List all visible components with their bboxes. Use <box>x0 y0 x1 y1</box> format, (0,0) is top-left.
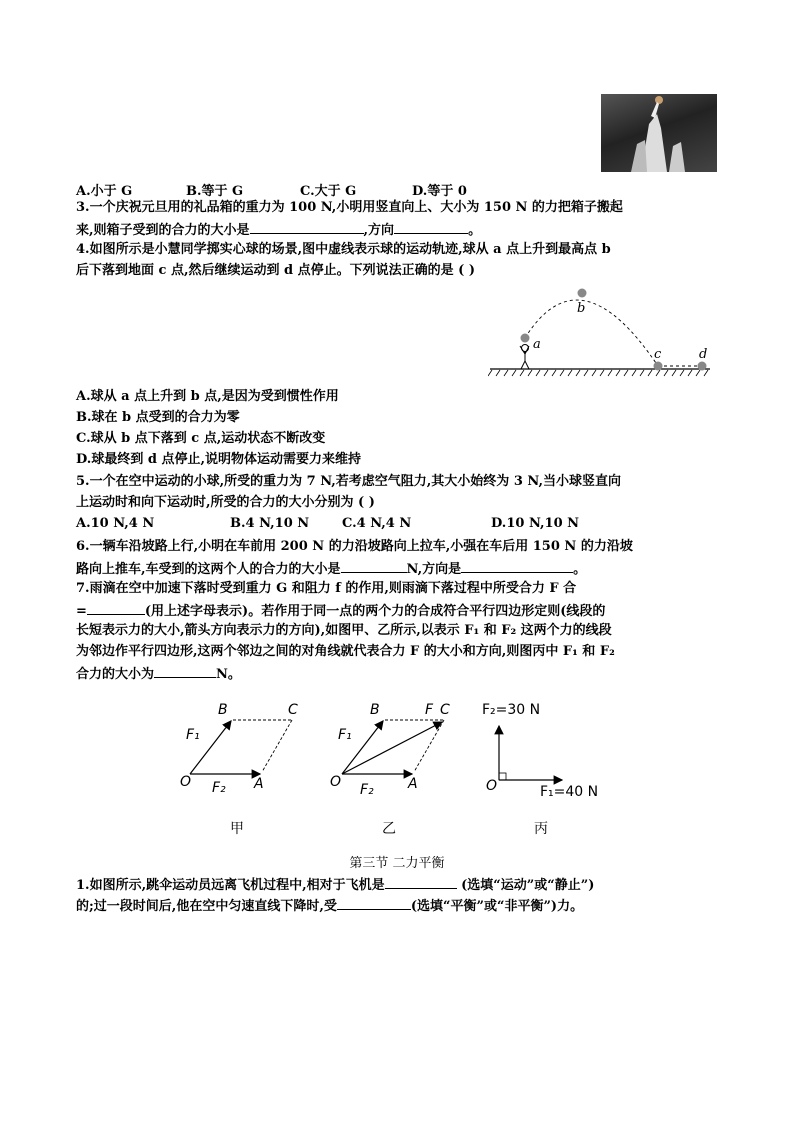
q7-blank-resultant[interactable] <box>154 663 216 678</box>
q5-option-a: A.10 N,4 N <box>76 516 155 531</box>
yi-resultant-arrow <box>342 722 442 774</box>
q3-text-b: ,方向 <box>363 223 395 238</box>
s3-q1-blank-balance[interactable] <box>337 895 411 910</box>
q6-blank-direction[interactable] <box>461 558 573 573</box>
yi-label-F: F <box>425 702 434 718</box>
section-title: 第三节 二力平衡 <box>349 856 445 871</box>
q7-text-b: (用上述字母表示)。若作用于同一点的两个力的合成符合平行四边形定则(线段的 <box>144 604 606 619</box>
q5-line2: 上运动时和向下运动时,所受的合力的大小分别为 ( ) <box>76 495 375 510</box>
bing-right-angle <box>499 773 506 780</box>
s3-q1-blank-motion[interactable] <box>385 874 457 889</box>
q7-line1: 7.雨滴在空中加速下落时受到重力 G 和阻力 f 的作用,则雨滴下落过程中所受合力 F 合 <box>76 581 577 596</box>
q2-option-d: D.等于 0 <box>412 184 467 199</box>
yi-caption: 乙 <box>382 821 396 837</box>
q6-text-b: N,方向是 <box>406 562 462 577</box>
ball-c <box>654 362 663 371</box>
q3-text-c: 。 <box>468 223 482 238</box>
yi-label-B: B <box>370 702 380 718</box>
jia-dashed-side <box>262 720 292 772</box>
q7-text-5b: N。 <box>216 667 241 682</box>
q6-blank-magnitude[interactable] <box>341 558 407 573</box>
q7-text-5a: 合力的大小为 <box>76 667 155 682</box>
bing-label-F2: F₂=30 N <box>482 702 541 718</box>
ball-b <box>578 289 587 298</box>
label-d: d <box>699 347 708 362</box>
s3-q1-text-d: (选填“平衡”或“非平衡”)力。 <box>410 899 584 914</box>
q5-option-d: D.10 N,10 N <box>491 516 580 531</box>
yi-label-F1: F₁ <box>338 727 352 743</box>
trajectory-curve <box>525 300 658 366</box>
yi-label-C: C <box>440 702 450 718</box>
s3-q1-text-a: 1.如图所示,跳伞运动员远离飞机过程中,相对于飞机是 <box>76 878 385 893</box>
yi-label-O: O <box>330 774 342 790</box>
s3-q1-line2 <box>76 895 583 917</box>
figure-jia <box>176 700 306 810</box>
jia-label-F1: F₁ <box>186 727 200 743</box>
q7-blank-formula[interactable] <box>87 600 145 615</box>
bing-caption: 丙 <box>534 821 548 837</box>
q7-line3: 长短表示力的大小,箭头方向表示力的方向),如图甲、乙所示,以表示 F₁ 和 F₂ 这两个力的线段 <box>76 623 612 638</box>
label-c: c <box>654 347 662 362</box>
jia-label-A: A <box>254 776 264 792</box>
s3-q1-text-b: (选填“运动”或“静止”) <box>456 878 595 893</box>
q3-line2 <box>76 219 481 241</box>
q3-blank-magnitude[interactable] <box>250 219 364 234</box>
jia-label-F2: F₂ <box>212 780 226 796</box>
q7-line5 <box>76 663 241 685</box>
q6-text-c: 。 <box>573 562 587 577</box>
q2-option-a: A.小于 G <box>76 184 133 199</box>
yi-label-F2: F₂ <box>360 782 374 798</box>
q6-line2 <box>76 558 586 580</box>
ball-a <box>521 334 530 343</box>
yi-label-A: A <box>408 776 418 792</box>
thrower-figure <box>520 345 529 370</box>
q6-line1: 6.一辆车沿坡路上行,小明在车前用 200 N 的力沿坡路向上拉车,小强在车后用 150 N 的力沿坡 <box>76 539 633 554</box>
q4-line1: 4.如图所示是小慧同学掷实心球的场景,图中虚线表示球的运动轨迹,球从 a 点上升到最高点 b <box>76 242 611 257</box>
q5-line1: 5.一个在空中运动的小球,所受的重力为 7 N,若考虑空气阻力,其大小始终为 3 N,当小球竖直向 <box>76 474 621 489</box>
jia-label-C: C <box>288 702 298 718</box>
q4-option-b: B.球在 b 点受到的合力为零 <box>76 410 240 425</box>
q3-blank-direction[interactable] <box>394 219 468 234</box>
basketball-players-image <box>601 94 717 172</box>
yi-dashed-side <box>414 720 444 772</box>
q2-option-b: B.等于 G <box>186 184 244 199</box>
q4-option-d: D.球最终到 d 点停止,说明物体运动需要力来维持 <box>76 452 362 467</box>
figure-yi <box>328 700 458 810</box>
s3-q1-text-c: 的;过一段时间后,他在空中匀速直线下降时,受 <box>76 899 337 914</box>
q7-line4: 为邻边作平行四边形,这两个邻边之间的对角线就代表合力 F 的大小和方向,则图丙中 F₁ 和 F₂ <box>76 644 615 659</box>
q7-text-a: = <box>76 604 87 619</box>
q6-text-a: 路向上推车,车受到的这两个人的合力的大小是 <box>76 562 341 577</box>
q4-line2: 后下落到地面 c 点,然后继续运动到 d 点停止。下列说法正确的是 ( ) <box>76 263 475 278</box>
label-b: b <box>577 301 586 316</box>
jia-label-O: O <box>180 774 192 790</box>
q4-option-c: C.球从 b 点下落到 c 点,运动状态不断改变 <box>76 431 326 446</box>
q5-option-b: B.4 N,10 N <box>230 516 310 531</box>
q7-line2 <box>76 600 605 622</box>
jia-caption: 甲 <box>230 821 244 837</box>
bing-label-O: O <box>486 778 498 794</box>
s3-q1-line1 <box>76 874 594 896</box>
label-a: a <box>533 337 541 352</box>
trajectory-figure <box>488 286 714 382</box>
ground-hatching <box>488 370 708 376</box>
q3-line1: 3.一个庆祝元旦用的礼品箱的重力为 100 N,小明用竖直向上、大小为 150 N 的力把箱子搬起 <box>76 200 623 215</box>
ball-d <box>698 362 707 371</box>
q2-option-c: C.大于 G <box>300 184 357 199</box>
q5-option-c: C.4 N,4 N <box>342 516 412 531</box>
bing-label-F1: F₁=40 N <box>540 784 599 800</box>
q3-text-a: 来,则箱子受到的合力的大小是 <box>76 223 250 238</box>
basketball-photo <box>601 94 717 172</box>
q4-option-a: A.球从 a 点上升到 b 点,是因为受到惯性作用 <box>76 389 339 404</box>
jia-label-B: B <box>218 702 228 718</box>
